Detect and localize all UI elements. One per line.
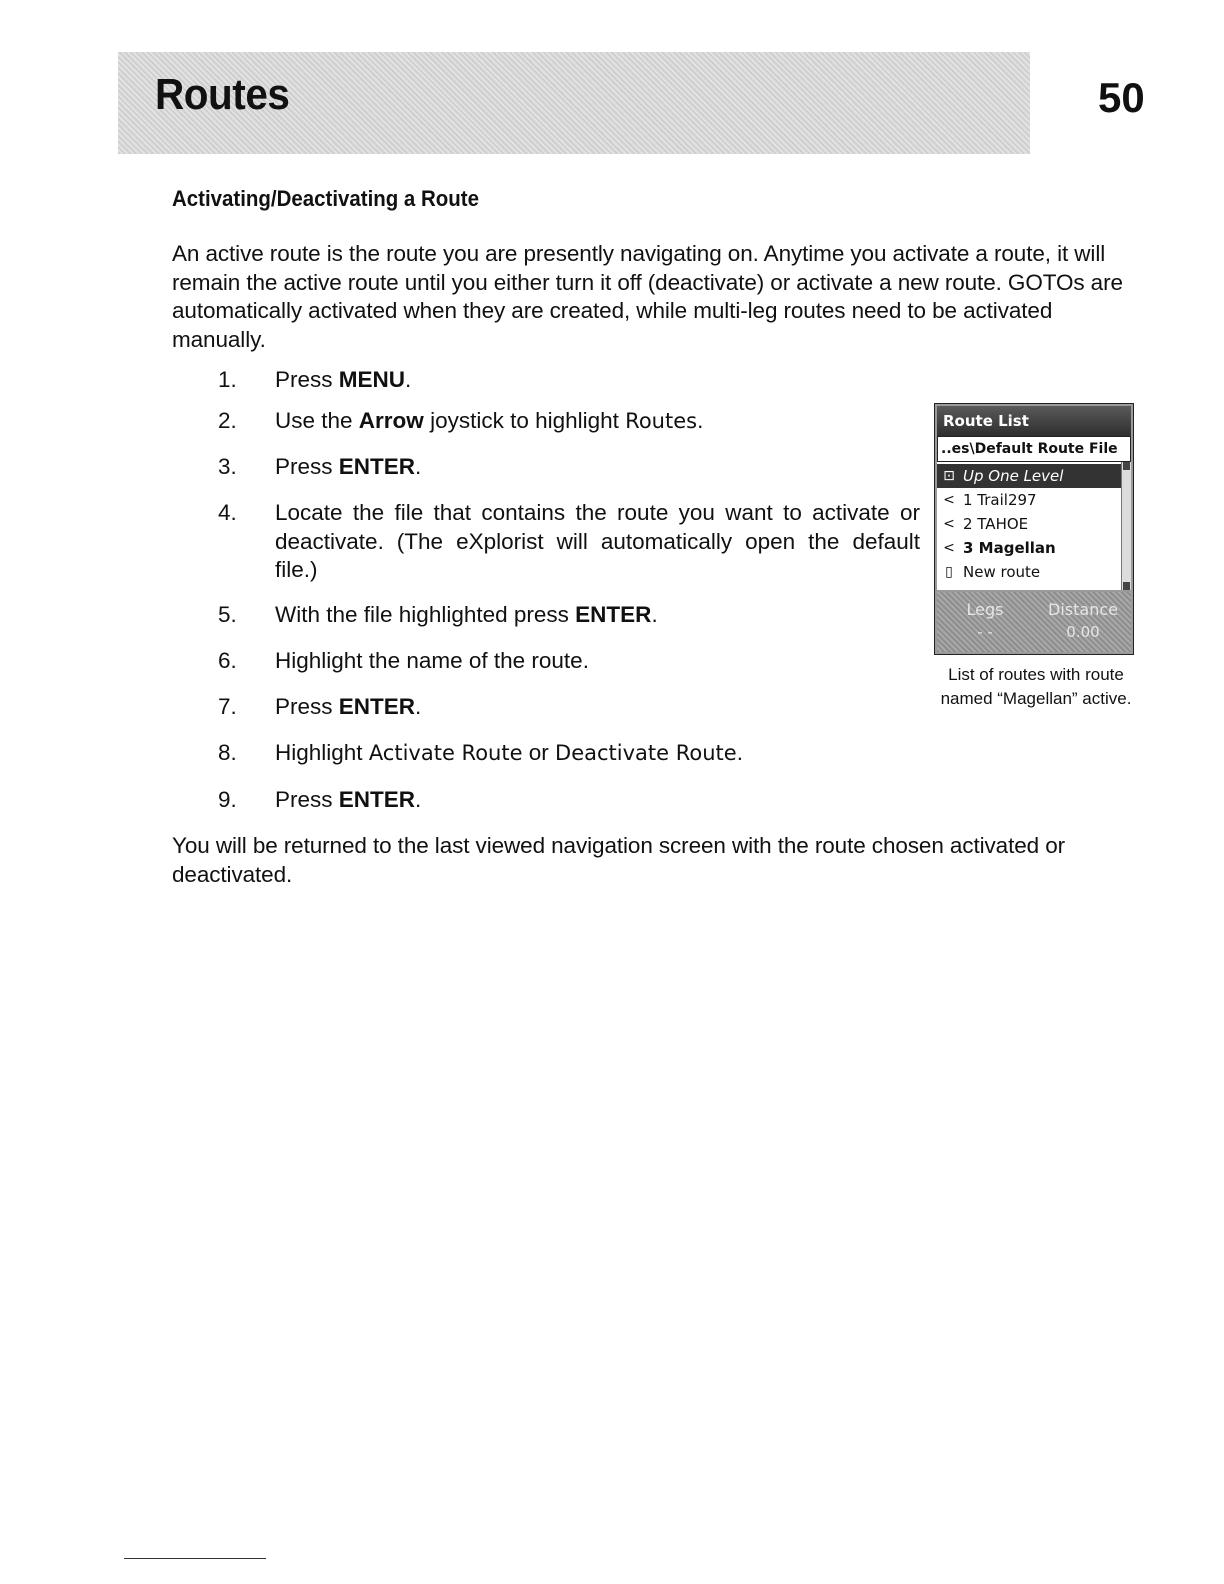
menu-deactivate-route: Deactivate Route [555,741,737,765]
step-number: 7. [218,694,237,719]
step-number: 5. [218,602,237,627]
key-enter: ENTER [338,787,416,812]
key-arrow: Arrow [358,408,424,433]
step-number: 6. [218,648,237,673]
list-item-route: < 1 Trail297 [937,488,1121,512]
menu-routes: Routes [625,409,698,433]
scroll-up-icon [1123,462,1130,470]
intro-paragraph: An active route is the route you are presently navigating on. Anytime you activate a route, it will remain the active route until you either turn it off (deactivate) or activate a new route. GOTOs are automatically activated when they are created, while multi-leg routes need to be activated manually. [172,241,1123,352]
page-title: Routes [155,70,290,119]
route-icon: < [943,540,955,556]
step-number: 2. [218,408,237,433]
list-item-route-active: < 3 Magellan [937,536,1121,560]
step-number: 3. [218,454,237,479]
screenshot-scrollbar [1121,462,1131,590]
legs-value: - - [977,623,993,641]
key-enter: ENTER [575,602,652,627]
list-item-new-route: ▯ New route [937,560,1121,584]
key-enter: ENTER [338,454,416,479]
key-enter: ENTER [338,694,416,719]
route-list-screenshot [934,403,1134,655]
legs-label: Legs [966,600,1004,619]
screenshot-title: Route List [937,406,1131,436]
footnote-rule [124,1558,266,1559]
menu-activate-route: Activate Route [368,741,523,765]
screenshot-caption: List of routes with route named “Magellan” active. [940,665,1132,708]
screenshot-path: ..es\Default Route File [937,436,1131,462]
distance-field [1037,600,1129,641]
key-menu: MENU [338,367,406,392]
folder-up-icon: ⊡ [943,468,955,484]
section-heading: Activating/Deactivating a Route [172,186,479,211]
new-document-icon: ▯ [945,564,953,580]
distance-label: Distance [1048,600,1118,619]
step-number: 1. [218,367,237,392]
route-icon: < [943,516,955,532]
route-list [937,462,1121,590]
step-number: 4. [218,500,237,525]
list-item-up-one-level: ⊡ Up One Level [937,464,1121,488]
distance-value: 0.00 [1066,623,1100,641]
route-icon: < [943,492,955,508]
list-item-route: < 2 TAHOE [937,512,1121,536]
step-number: 9. [218,787,237,812]
page-number: 50 [1098,74,1145,121]
screenshot-footer [937,592,1131,652]
outro-paragraph: You will be returned to the last viewed navigation screen with the route chosen activated or deactivated. [172,833,1066,887]
scroll-down-icon [1123,582,1130,590]
legs-field [955,600,1015,641]
step-number: 8. [218,740,237,765]
